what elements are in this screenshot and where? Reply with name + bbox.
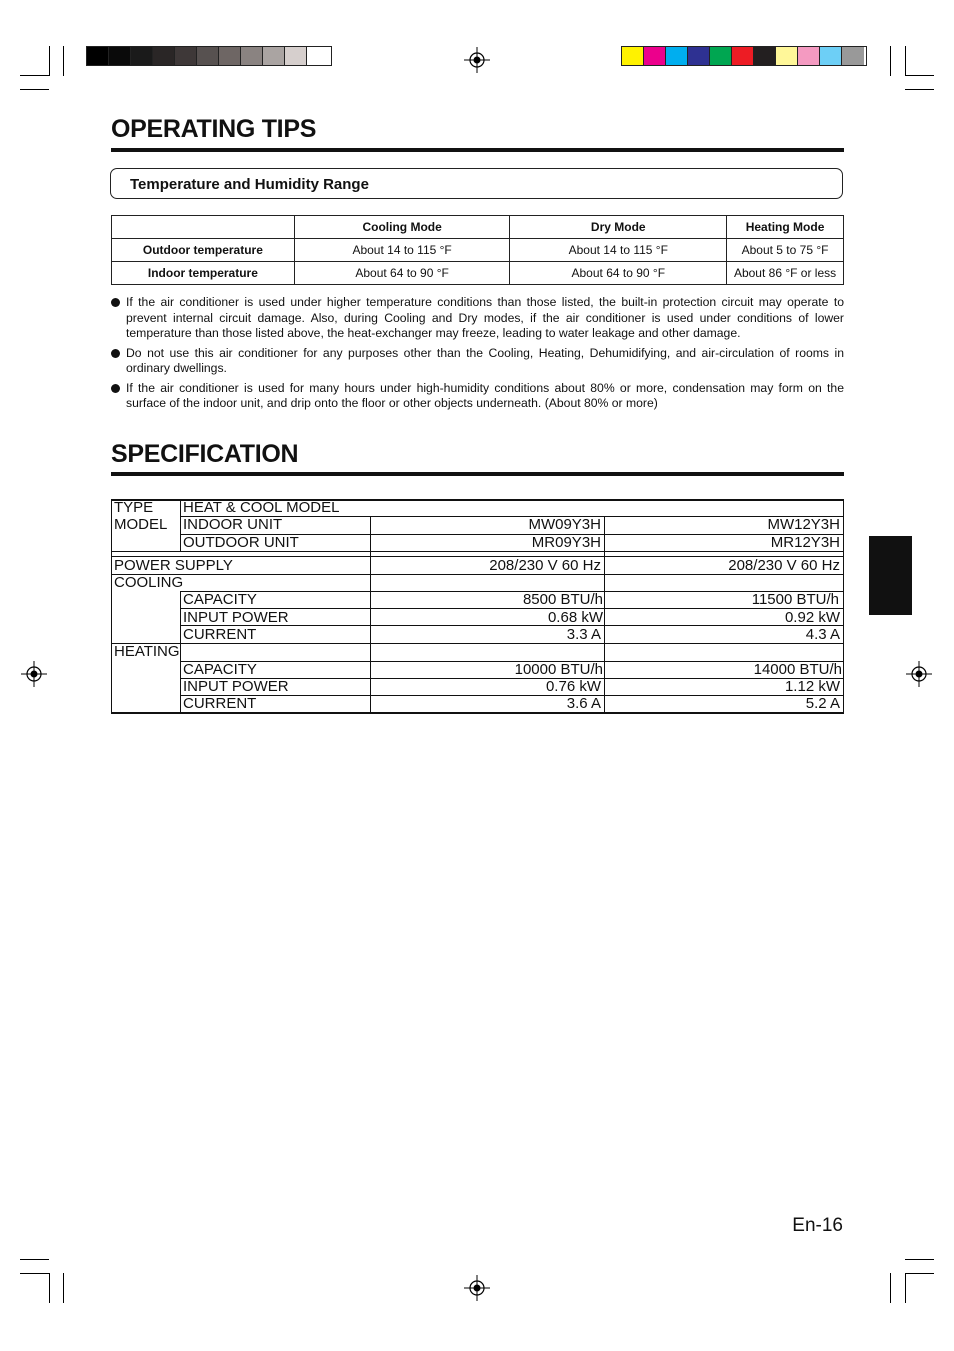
registration-mark-icon [21,661,47,687]
heating-input-power-value: 0.76 kW [545,678,601,695]
table-cell: About 64 to 90 °F [510,262,727,285]
input-power-label: INPUT POWER [183,609,289,626]
indoor-model-value: MW12Y3H [767,516,840,533]
color-swatch [131,47,153,65]
subheading-box [110,168,843,199]
outdoor-unit-label: OUTDOOR UNIT [183,534,299,551]
page-number: En-16 [792,1215,843,1236]
heating-capacity-value: 10000 BTU/h [514,661,603,678]
table-row [112,239,844,262]
table-header-cell: Heating Mode [727,216,844,239]
heating-current-value: 5.2 A [805,695,840,712]
table-row [112,262,844,285]
current-label: CURRENT [183,626,257,643]
list-item: Do not use this air conditioner for any purposes other than the Cooling, Heating, Dehumidifying, and air-circulation of rooms in ordinary dwellings. [111,346,844,377]
power-supply-value: 208/230 V 60 Hz [489,557,601,574]
section-tab [869,536,912,615]
outdoor-model-value: MR09Y3H [531,534,601,551]
cooling-capacity-value: 11500 BTU/h [751,591,839,608]
color-swatch [87,47,109,65]
color-swatch [153,47,175,65]
operating-tips-heading: OPERATING TIPS [111,115,317,143]
heading-rule [111,148,844,152]
color-swatch [842,47,864,65]
color-swatch [820,47,842,65]
indoor-unit-label: INDOOR UNIT [183,516,283,533]
cooling-current-value: 3.3 A [566,626,601,643]
color-swatch [798,47,820,65]
registration-mark-icon [906,661,932,687]
color-swatch [666,47,688,65]
cooling-label: COOLING [114,574,184,591]
table-header-cell: Cooling Mode [294,216,510,239]
table-header-cell: Dry Mode [510,216,727,239]
list-item: If the air conditioner is used for many hours under high-humidity conditions about 80% or more, condensation may form on the surface of the indoor unit, and drip onto the floor or other objects underneath. (About 80% or more) [111,381,844,412]
table-cell: About 14 to 115 °F [294,239,510,262]
color-swatch [754,47,776,65]
table-cell: About 64 to 90 °F [294,262,510,285]
color-swatch [285,47,307,65]
table-header-row [112,216,844,239]
color-swatch [263,47,285,65]
color-swatch [241,47,263,65]
color-swatch [622,47,644,65]
list-item: If the air conditioner is used under higher temperature conditions than those listed, the built-in protection circuit may operate to prevent internal circuit damage. Also, during Cooling and Dry modes, if the air conditioner is used under conditions of lower temperature than those listed above, the heat-exchanger may freeze, leading to water leakage and other damage. [111,295,844,342]
grayscale-calibration-bar [86,46,332,66]
color-swatch [109,47,131,65]
table-cell: About 86 °F or less [727,262,844,285]
table-header-cell [112,216,295,239]
capacity-label: CAPACITY [183,661,257,678]
temperature-range-table [111,215,844,285]
row-label: Outdoor temperature [112,239,295,262]
color-swatch [732,47,754,65]
current-label: CURRENT [183,695,257,712]
model-label: MODEL [114,516,168,533]
color-swatch [710,47,732,65]
color-swatch [175,47,197,65]
specification-table [111,499,844,713]
temperature-range-subheading: Temperature and Humidity Range [130,176,369,193]
color-swatch [688,47,710,65]
registration-mark-icon [464,47,490,73]
cooling-input-power-value: 0.68 kW [547,609,603,626]
color-swatch [776,47,798,65]
heading-rule [111,472,844,476]
cooling-capacity-value: 8500 BTU/h [522,591,603,608]
heating-current-value: 3.6 A [566,695,601,712]
table-cell: About 14 to 115 °F [510,239,727,262]
color-swatch [197,47,219,65]
outdoor-model-value: MR12Y3H [770,534,840,551]
heating-input-power-value: 1.12 kW [784,678,840,695]
type-label: TYPE [114,499,154,516]
cooling-current-value: 4.3 A [805,626,840,643]
specification-heading: SPECIFICATION [111,440,299,468]
power-supply-value: 208/230 V 60 Hz [728,557,840,574]
color-swatch [307,47,329,65]
registration-mark-icon [464,1275,490,1301]
type-value: HEAT & COOL MODEL [183,499,340,516]
color-swatch [644,47,666,65]
heating-label: HEATING [114,643,180,660]
indoor-model-value: MW09Y3H [528,516,601,533]
tips-list [111,295,844,416]
color-swatch [219,47,241,65]
power-supply-label: POWER SUPPLY [114,557,233,574]
cooling-input-power-value: 0.92 kW [784,609,840,626]
color-calibration-bar [621,46,867,66]
capacity-label: CAPACITY [183,591,257,608]
table-cell: About 5 to 75 °F [727,239,844,262]
heating-capacity-value: 14000 BTU/h [753,661,842,678]
input-power-label: INPUT POWER [183,678,289,695]
row-label: Indoor temperature [112,262,295,285]
